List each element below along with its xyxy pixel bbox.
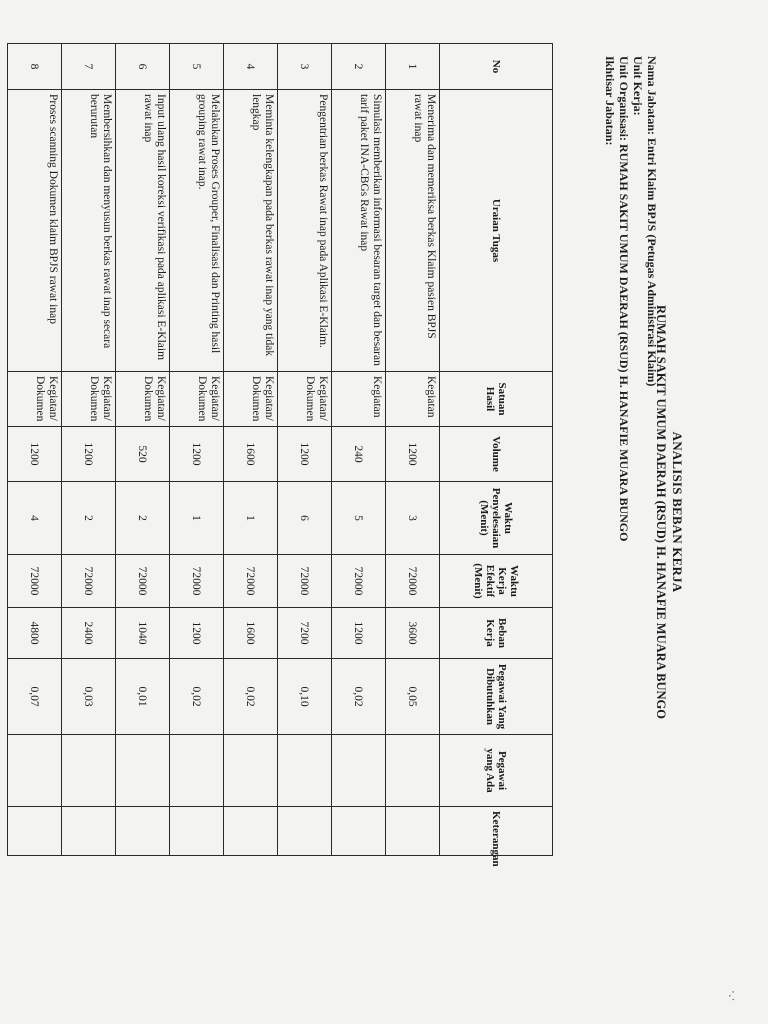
table-row xyxy=(62,44,116,856)
cell-waktu-kerja-efektif: 72000 xyxy=(62,555,116,608)
cell-pegawai-ada xyxy=(332,735,386,807)
cell-volume: 1200 xyxy=(278,427,332,482)
cell-pegawai-dibutuhkan: 0,03 xyxy=(62,659,116,735)
cell-uraian-tugas: Proses scanning Dokumen klaim BPJS rawat inap xyxy=(8,90,62,372)
cell-waktu-kerja-efektif: 72000 xyxy=(116,555,170,608)
cell-volume: 1200 xyxy=(386,427,440,482)
cell-pegawai-dibutuhkan: 0,10 xyxy=(278,659,332,735)
cell-pegawai-ada xyxy=(278,735,332,807)
cell-waktu-kerja-efektif: 72000 xyxy=(224,555,278,608)
meta-ikhtisar-jabatan: Ikhtisar Jabatan: xyxy=(603,56,617,146)
cell-volume: 240 xyxy=(332,427,386,482)
cell-keterangan xyxy=(62,807,116,856)
cell-satuan-hasil: Kegiatan xyxy=(386,372,440,427)
cell-beban-kerja: 3600 xyxy=(386,608,440,659)
table-body xyxy=(8,44,440,856)
cell-pegawai-dibutuhkan: 0,01 xyxy=(116,659,170,735)
cell-keterangan xyxy=(170,807,224,856)
cell-no: 7 xyxy=(62,44,116,90)
cell-waktu-penyelesaian: 6 xyxy=(278,482,332,555)
cell-no: 5 xyxy=(170,44,224,90)
table-row xyxy=(224,44,278,856)
header-keterangan: Keterangan xyxy=(440,807,553,856)
cell-uraian-tugas: Pengentrian berkas Rawat inap pada Aplikasi E-Klaim. xyxy=(278,90,332,372)
cell-keterangan xyxy=(224,807,278,856)
cell-beban-kerja: 2400 xyxy=(62,608,116,659)
cell-beban-kerja: 1600 xyxy=(224,608,278,659)
cell-waktu-kerja-efektif: 72000 xyxy=(278,555,332,608)
header-pegawai-ada: Pegawai yang Ada xyxy=(440,735,553,807)
cell-beban-kerja: 7200 xyxy=(278,608,332,659)
cell-satuan-hasil: Kegiatan xyxy=(332,372,386,427)
cell-satuan-hasil: Kegiatan/ Dokumen xyxy=(62,372,116,427)
header-uraian-tugas: Uraian Tugas xyxy=(440,90,553,372)
table-row xyxy=(8,44,62,856)
cell-pegawai-dibutuhkan: 0,02 xyxy=(332,659,386,735)
cell-uraian-tugas: Menerima dan memeriksa berkas Klaim pasien BPJS rawat inap xyxy=(386,90,440,372)
cell-no: 1 xyxy=(386,44,440,90)
workload-table xyxy=(7,43,553,867)
meta-unit-organisasi: Unit Organisasi: RUMAH SAKIT UMUM DAERAH (RSUD) H. HANAFIE MUARA BUNGO xyxy=(617,56,631,542)
cell-satuan-hasil: Kegiatan/ Dokumen xyxy=(278,372,332,427)
cell-waktu-penyelesaian: 5 xyxy=(332,482,386,555)
cell-waktu-kerja-efektif: 72000 xyxy=(170,555,224,608)
cell-satuan-hasil: Kegiatan/ Dokumen xyxy=(116,372,170,427)
meta-nama-jabatan: Nama Jabatan: Entri Klaim BPJS (Petugas Administrasi Klaim) xyxy=(645,56,659,387)
cell-pegawai-ada xyxy=(386,735,440,807)
cell-beban-kerja: 1200 xyxy=(332,608,386,659)
scan-speck: ·.· xyxy=(726,990,740,1002)
header-pegawai-dibutuhkan: Pegawai Yang Dibutuhkan xyxy=(440,659,553,735)
cell-volume: 1200 xyxy=(62,427,116,482)
cell-uraian-tugas: Meminta kelengkapan pada berkas rawat inap yang tidak lengkap xyxy=(224,90,278,372)
table-row xyxy=(170,44,224,856)
header-volume: Volume xyxy=(440,427,553,482)
cell-no: 8 xyxy=(8,44,62,90)
header-satuan-hasil: Satuan Hasil xyxy=(440,372,553,427)
cell-uraian-tugas: Melakukan Proses Grouper, Finalisasi dan Printing hasil grouping rawat inap. xyxy=(170,90,224,372)
cell-waktu-penyelesaian: 1 xyxy=(170,482,224,555)
cell-pegawai-ada xyxy=(170,735,224,807)
cell-waktu-kerja-efektif: 72000 xyxy=(386,555,440,608)
table-header-row xyxy=(440,44,553,856)
cell-beban-kerja: 4800 xyxy=(8,608,62,659)
meta-unit-kerja: Unit Kerja: xyxy=(631,56,645,116)
document-subtitle: RUMAH SAKIT UMUM DAERAH (RSUD) H. HANAFIE MUARA BUNGO xyxy=(654,304,668,719)
cell-keterangan xyxy=(332,807,386,856)
header-no: No xyxy=(440,44,553,90)
cell-beban-kerja: 1200 xyxy=(170,608,224,659)
cell-pegawai-dibutuhkan: 0,07 xyxy=(8,659,62,735)
cell-pegawai-dibutuhkan: 0,02 xyxy=(224,659,278,735)
cell-no: 6 xyxy=(116,44,170,90)
cell-waktu-penyelesaian: 2 xyxy=(116,482,170,555)
cell-pegawai-dibutuhkan: 0,05 xyxy=(386,659,440,735)
table-row xyxy=(332,44,386,856)
cell-no: 3 xyxy=(278,44,332,90)
cell-no: 2 xyxy=(332,44,386,90)
cell-uraian-tugas: Simulasi memberikan informasi besaran target dan besaran tarif paket INA-CBGs Rawat inap xyxy=(332,90,386,372)
cell-volume: 1600 xyxy=(224,427,278,482)
cell-pegawai-ada xyxy=(62,735,116,807)
cell-waktu-kerja-efektif: 72000 xyxy=(332,555,386,608)
cell-volume: 520 xyxy=(116,427,170,482)
cell-beban-kerja: 1040 xyxy=(116,608,170,659)
cell-uraian-tugas: Input ulang hasil koreksi verifikasi pada aplikasi E-Klaim rawat inap xyxy=(116,90,170,372)
document-title: ANALISIS BEBAN KERJA xyxy=(670,431,685,593)
cell-volume: 1200 xyxy=(170,427,224,482)
cell-satuan-hasil: Kegiatan/ Dokumen xyxy=(224,372,278,427)
cell-waktu-penyelesaian: 1 xyxy=(224,482,278,555)
cell-waktu-penyelesaian: 3 xyxy=(386,482,440,555)
header-waktu-kerja-efektif: Waktu Kerja Efektif (Menit) xyxy=(440,555,553,608)
table-row xyxy=(386,44,440,856)
table-row xyxy=(116,44,170,856)
cell-no: 4 xyxy=(224,44,278,90)
cell-satuan-hasil: Kegiatan/ Dokumen xyxy=(170,372,224,427)
cell-uraian-tugas: Membersihkan dan menyusun berkas rawat inap secara berurutan xyxy=(62,90,116,372)
cell-keterangan xyxy=(278,807,332,856)
header-beban-kerja: Beban Kerja xyxy=(440,608,553,659)
cell-pegawai-dibutuhkan: 0,02 xyxy=(170,659,224,735)
cell-waktu-kerja-efektif: 72000 xyxy=(8,555,62,608)
cell-pegawai-ada xyxy=(224,735,278,807)
cell-pegawai-ada xyxy=(8,735,62,807)
cell-satuan-hasil: Kegiatan/ Dokumen xyxy=(8,372,62,427)
cell-waktu-penyelesaian: 2 xyxy=(62,482,116,555)
table-row xyxy=(278,44,332,856)
cell-pegawai-ada xyxy=(116,735,170,807)
cell-waktu-penyelesaian: 4 xyxy=(8,482,62,555)
cell-keterangan xyxy=(386,807,440,856)
cell-keterangan xyxy=(8,807,62,856)
cell-volume: 1200 xyxy=(8,427,62,482)
cell-keterangan xyxy=(116,807,170,856)
header-waktu-penyelesaian: Waktu Penyelesaian (Menit) xyxy=(440,482,553,555)
